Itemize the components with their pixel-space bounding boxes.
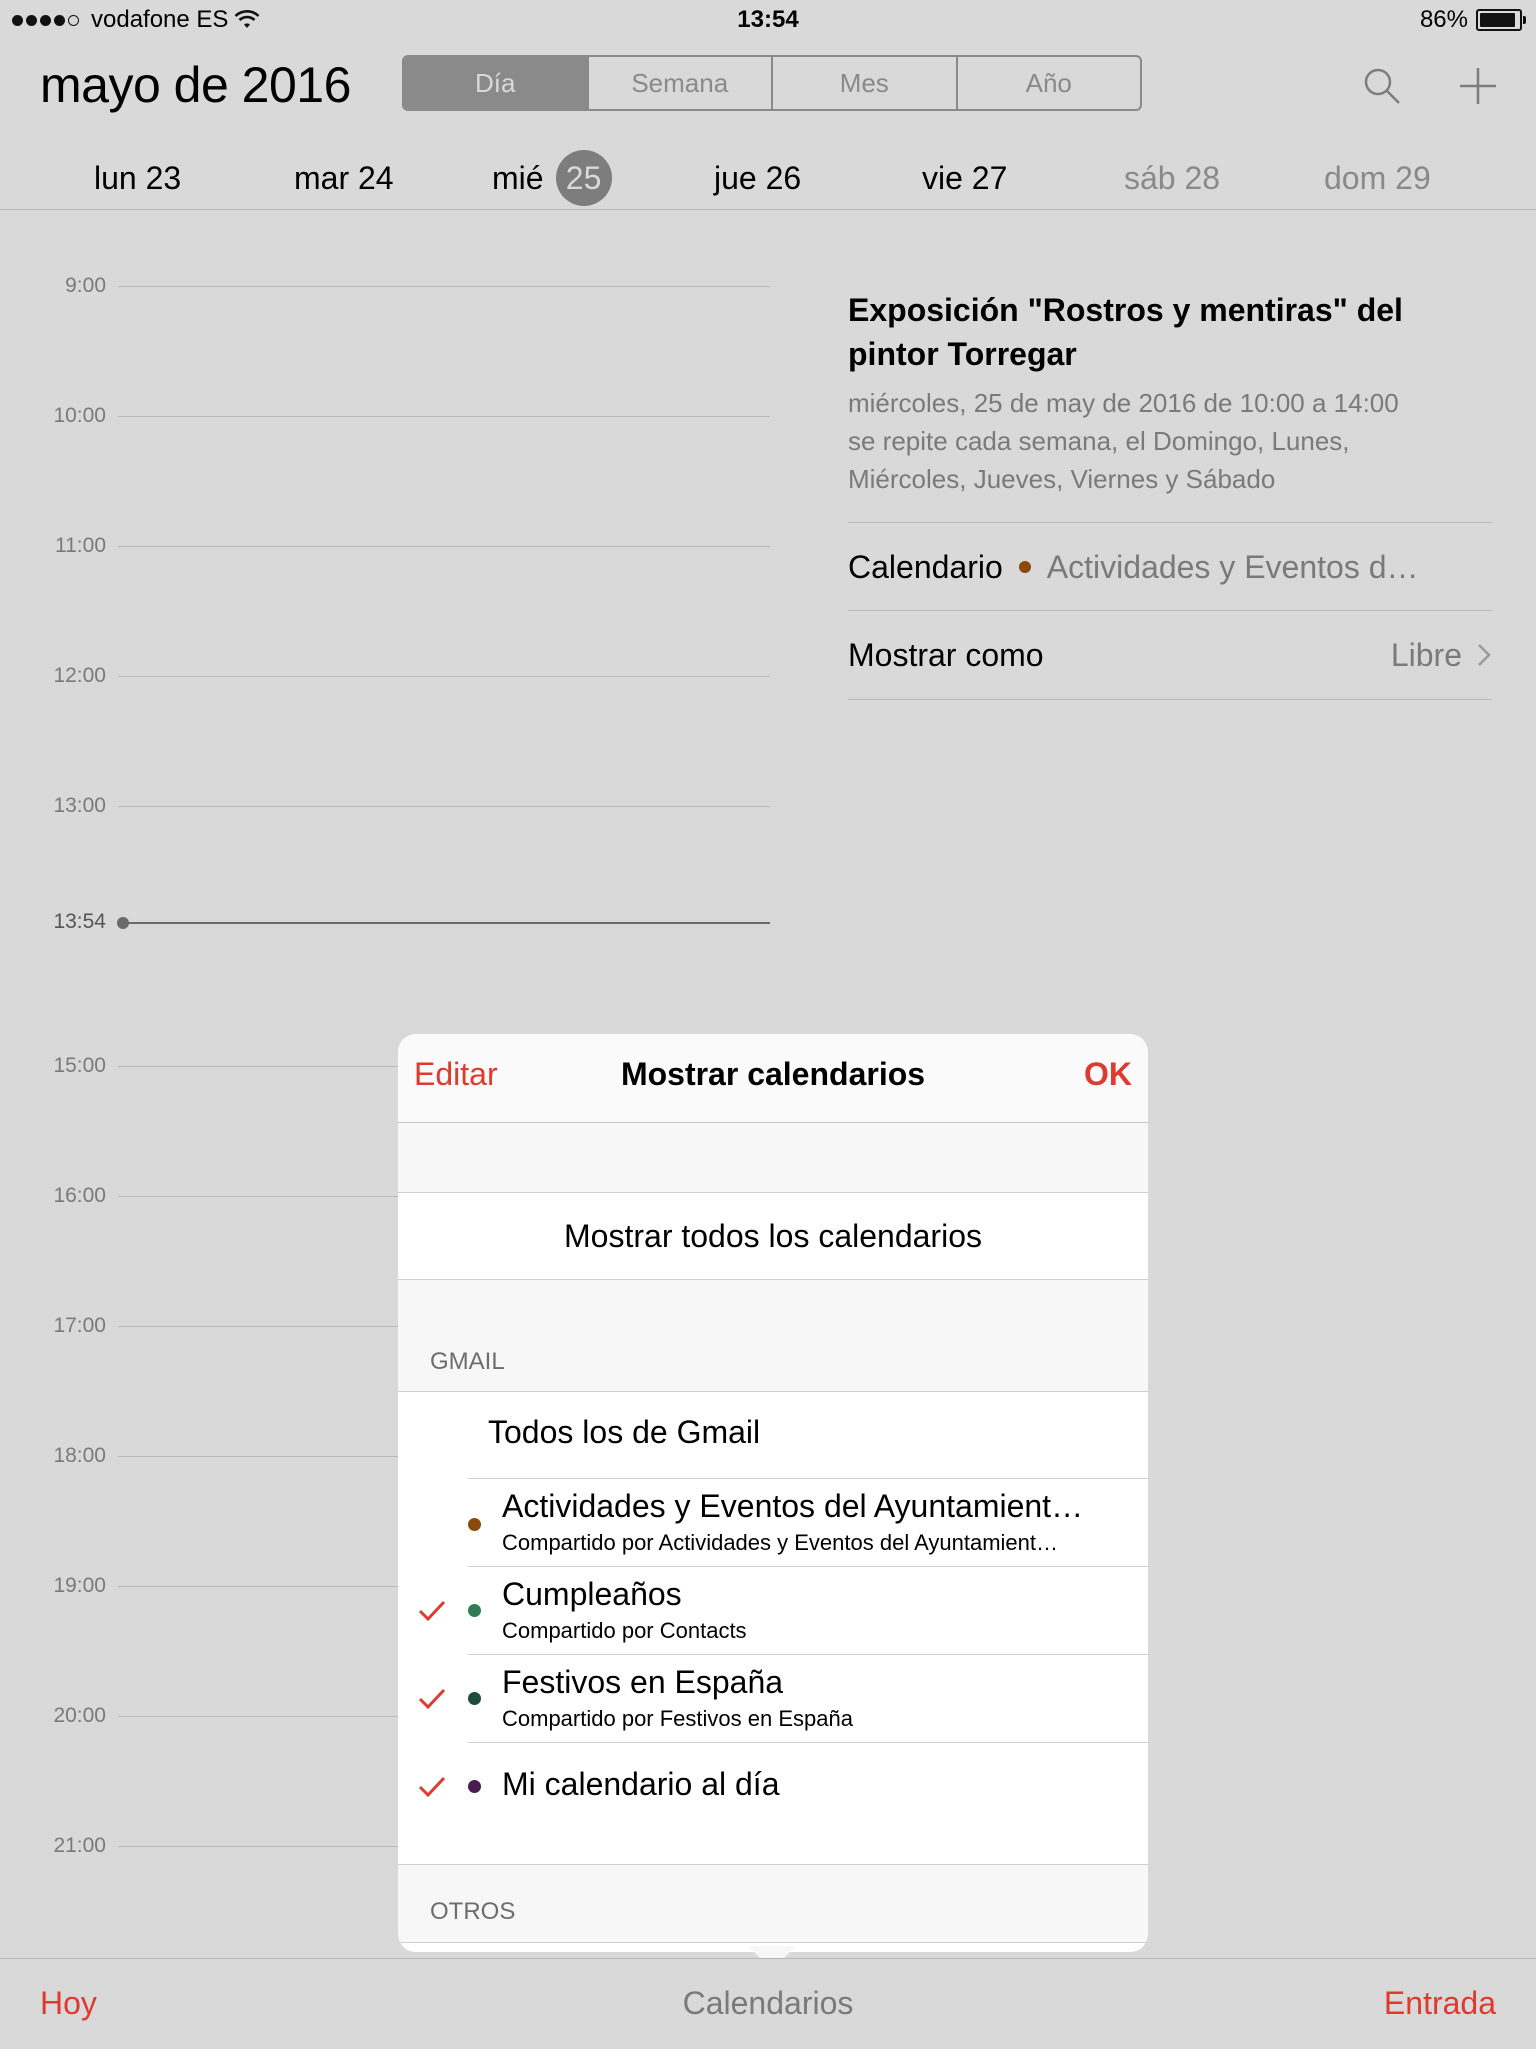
hour-row <box>0 534 770 557</box>
calendar-subtitle: Compartido por Festivos en España <box>502 1706 853 1731</box>
checkmark-icon <box>416 1594 448 1626</box>
day-friday[interactable] <box>922 148 1007 208</box>
inbox-button[interactable]: Entrada <box>1383 1985 1496 2021</box>
calendar-name: Cumpleaños <box>502 1576 682 1612</box>
calendar-color-dot <box>468 1780 481 1793</box>
calendar-subtitle: Compartido por Actividades y Eventos del Ayuntamient… <box>502 1530 1059 1555</box>
calendars-button[interactable]: Calendarios <box>682 1985 854 2021</box>
show-as-label: Mostrar como <box>848 636 1044 673</box>
header-divider <box>0 209 1536 210</box>
battery-icon <box>1476 9 1522 31</box>
hour-label: 12:00 <box>53 664 106 687</box>
popover-title: Mostrar calendarios <box>620 1056 926 1092</box>
day-label: dom 29 <box>1324 159 1431 196</box>
calendar-name: Actividades y Eventos del Ayuntamient… <box>502 1488 1084 1524</box>
event-when: miércoles, 25 de may de 2016 de 10:00 a 14:00 <box>848 388 1399 418</box>
battery-percent: 86% <box>1419 6 1468 33</box>
current-time-indicator <box>0 910 770 933</box>
hour-label: 19:00 <box>53 1574 106 1597</box>
all-gmail-row[interactable]: Todos los de Gmail <box>488 1414 761 1450</box>
day-sunday[interactable] <box>1324 148 1431 208</box>
event-title: Exposición "Rostros y mentiras" del pintor Torregar <box>848 292 1403 372</box>
day-wednesday[interactable] <box>492 148 612 208</box>
day-label: jue 26 <box>714 159 802 196</box>
event-repeat-line-2: Miércoles, Jueves, Viernes y Sábado <box>848 464 1276 494</box>
event-calendar-row[interactable] <box>848 522 1492 611</box>
day-label: lun 23 <box>94 159 182 196</box>
edit-button[interactable]: Editar <box>414 1056 498 1092</box>
carrier-name: vodafone ES <box>91 6 229 33</box>
hour-label: 20:00 <box>53 1704 106 1727</box>
event-repeat-line-1: se repite cada semana, el Domingo, Lunes, <box>848 426 1350 456</box>
status-right <box>1420 6 1522 34</box>
tab-day[interactable]: Día <box>404 57 587 109</box>
hour-label: 10:00 <box>53 404 106 427</box>
calendar-row[interactable] <box>398 1742 1148 1830</box>
hour-row <box>0 274 770 297</box>
hour-label: 11:00 <box>55 534 106 557</box>
current-time-label: 13:54 <box>53 910 106 933</box>
gmail-calendars-list <box>398 1391 1148 1865</box>
day-tuesday[interactable] <box>294 148 394 208</box>
hour-row <box>0 404 770 427</box>
section-header-others: OTROS <box>430 1898 516 1925</box>
bottom-toolbar <box>0 1958 1536 2049</box>
popover-header <box>398 1034 1148 1123</box>
hour-label: 16:00 <box>53 1184 106 1207</box>
event-datetime <box>848 384 1492 498</box>
show-as-value: Libre <box>1390 636 1462 673</box>
event-detail <box>848 288 1492 498</box>
calendars-popover <box>398 1034 1148 1952</box>
tab-week[interactable]: Semana <box>587 57 772 109</box>
calendar-subtitle: Compartido por Contacts <box>502 1618 747 1643</box>
calendar-row[interactable] <box>398 1478 1148 1566</box>
hour-label: 17:00 <box>53 1314 106 1337</box>
search-button[interactable] <box>1352 56 1412 116</box>
plus-icon <box>1458 66 1498 106</box>
calendar-row[interactable] <box>398 1654 1148 1742</box>
show-all-calendars-button[interactable]: Mostrar todos los calendarios <box>564 1217 982 1254</box>
status-bar <box>0 0 1536 40</box>
hour-label: 9:00 <box>65 274 106 297</box>
show-all-block <box>398 1192 1148 1280</box>
today-button[interactable]: Hoy <box>40 1985 97 2021</box>
view-segmented-control <box>402 55 1142 111</box>
checkmark-icon <box>416 1682 448 1714</box>
ok-button[interactable]: OK <box>1084 1056 1132 1092</box>
calendar-name: Mi calendario al día <box>502 1766 780 1802</box>
month-title[interactable]: mayo de 2016 <box>40 57 351 113</box>
status-time: 13:54 <box>737 6 799 33</box>
show-as-value-wrap <box>1391 637 1492 674</box>
event-show-as-row[interactable] <box>848 610 1492 700</box>
current-time-dot <box>117 917 129 929</box>
hour-row <box>0 664 770 687</box>
calendar-name: Festivos en España <box>502 1664 784 1700</box>
day-monday[interactable] <box>94 148 181 208</box>
calendar-color-dot <box>468 1518 481 1531</box>
calendar-color-dot <box>468 1692 481 1705</box>
calendar-color-dot <box>1019 561 1031 573</box>
hour-label: 21:00 <box>53 1834 106 1857</box>
section-header-gmail: GMAIL <box>430 1348 505 1375</box>
week-strip <box>0 148 1536 208</box>
hour-row <box>0 794 770 817</box>
search-icon <box>1362 66 1402 106</box>
hour-label: 18:00 <box>53 1444 106 1467</box>
tab-month[interactable]: Mes <box>771 57 956 109</box>
hour-label: 15:00 <box>53 1054 106 1077</box>
day-label: sáb 28 <box>1124 159 1221 196</box>
calendar-row-value: Actividades y Eventos d… <box>1046 548 1419 585</box>
day-label: mar 24 <box>294 159 394 196</box>
calendar-color-dot <box>468 1604 481 1617</box>
add-event-button[interactable] <box>1448 56 1508 116</box>
hour-label: 13:00 <box>53 794 106 817</box>
tab-year[interactable]: Año <box>956 57 1141 109</box>
calendar-row[interactable] <box>398 1566 1148 1654</box>
day-label: mié <box>492 159 544 196</box>
chevron-right-icon <box>1476 642 1492 668</box>
checkmark-icon <box>416 1770 448 1802</box>
day-label: vie 27 <box>922 159 1008 196</box>
selected-day-badge: 25 <box>556 150 612 206</box>
calendar-row-label: Calendario <box>848 548 1003 585</box>
day-saturday[interactable] <box>1124 148 1220 208</box>
day-thursday[interactable] <box>714 148 801 208</box>
